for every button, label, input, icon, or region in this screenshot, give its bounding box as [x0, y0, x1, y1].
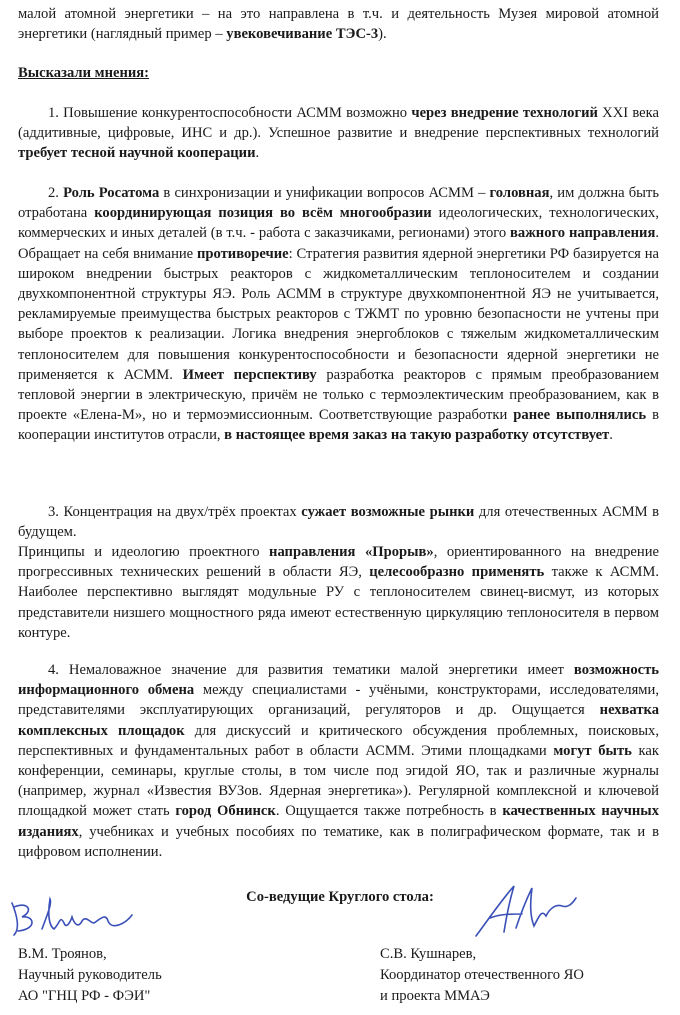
- emphasis-text: в настоящее время заказ на такую разработку отсутствует: [224, 427, 610, 444]
- emphasis-text: противоречие: [196, 245, 289, 262]
- body-text: разработка реакторов с прямым преобразованием тепловой энергии в электрическую, причём не только с термоэлектическим преобразованием, как в проекте «Елена-М», но и термоэмиссионным. Соответствующие разработки: [18, 366, 663, 424]
- body-text: также к АСММ. Наиболее перспективно выглядят модульные РУ с теплоносителем свинец-висмут, из которых представители низшего мощностного ряда имеют естественную циркуляцию теплоносителя в первом контуре.: [18, 564, 663, 641]
- body-text: 4. Немаловажное значение для развития тематики малой энергетики имеет: [48, 662, 574, 678]
- left-signatory-org: АО "ГНЦ РФ - ФЭИ": [18, 988, 151, 1004]
- emphasis-text: сужает возможные рынки: [301, 504, 475, 520]
- opinion-item-4: [18, 660, 663, 862]
- emphasis-text: Имеет перспективу: [182, 366, 317, 383]
- body-text: ).: [378, 26, 387, 43]
- left-signatory-name: В.М. Троянов,: [18, 946, 107, 962]
- emphasis-text: Роль Росатома: [63, 185, 160, 201]
- body-text: Принципы и идеологию проектного: [18, 544, 270, 560]
- body-text: 3. Концентрация на двух/трёх проектах: [48, 504, 302, 520]
- right-signatory-role: Координатор отечественного ЯО: [380, 967, 584, 983]
- body-text: .: [609, 427, 613, 444]
- emphasis-text: важного направления: [510, 225, 656, 242]
- emphasis-text: возможность информационного обмена: [18, 662, 663, 699]
- body-text: . Ощущается также потребность в: [275, 803, 503, 820]
- right-signatory-block: [380, 944, 584, 1007]
- body-text: : Стратегия развития ядерной энергетики РФ базируется на широком внедрении быстрых реакторов с жидкометаллическим теплоносителем и создании двухкомпонентной структуры ЯЭ. Роль АСММ в структуре двухкомпонентной ЯЭ не учитывается, рекламируемые преимущества быстрых реакторов с ТЖМТ по уровню безопасности не учтены при выборе проектов к реализации. Логика внедрения энергоблоков с тяжелым жидкометаллическим теплоносителем для повышения конкурентоспособности и безопасности ядерной энергетики не применяется к АСММ.: [18, 245, 663, 383]
- emphasis-text: координирующая позиция во всём многообразии: [94, 205, 432, 222]
- opinion-item-3-continuation: [18, 542, 663, 643]
- emphasis-text: город Обнинск: [175, 803, 276, 820]
- kushnarev-signature: [470, 880, 580, 942]
- body-text: , учебниках и учебных пособиях по тематике, как в полиграфическом формате, так и в цифровом исполнении.: [18, 823, 663, 860]
- emphasis-text: ранее выполнялись: [513, 407, 647, 424]
- emphasis-text: нехватка комплексных площадок: [18, 702, 663, 739]
- body-text: 2.: [48, 185, 64, 201]
- body-text: для отечественных АСММ в будущем.: [18, 504, 663, 541]
- opinion-item-2: [18, 183, 663, 446]
- body-text: между специалистами - учёными, конструкторами, исследователями, представителями эксплуатирующих организаций, регуляторов и др. Ощущается: [18, 682, 663, 719]
- left-signatory-block: [18, 944, 162, 1007]
- body-text: . Обращает на себя внимание: [18, 225, 663, 262]
- cohosts-title: Со-ведущие Круглого стола:: [246, 889, 434, 905]
- emphasis-text: увековечивание ТЭС-3: [226, 26, 379, 43]
- opinions-heading: Высказали мнения:: [18, 65, 150, 81]
- body-text: в кооперации институтов отрасли,: [18, 407, 663, 444]
- body-text: 1. Повышение конкурентоспособности АСММ возможно: [48, 105, 412, 121]
- body-text: XXI века (аддитивные, цифровые, ИНС и др.). Успешное развитие и внедрение перспективных технологий: [18, 105, 663, 142]
- opinion-item-3: [18, 502, 663, 542]
- emphasis-text: через внедрение технологий: [411, 105, 598, 121]
- body-text: как конференции, семинары, круглые столы, в том числе под эгидой ЯО, так и различные журналы (например, журнал «Известия ВУЗов. Ядерная энергетика»). Регулярной комплексной и ключевой площадкой может стать: [18, 742, 663, 820]
- troyanov-signature: [8, 893, 138, 941]
- body-text: , ориентированного на внедрение прогрессивных технических решений в области ЯЭ,: [18, 544, 663, 581]
- body-text: .: [255, 145, 260, 162]
- emphasis-text: направления «Прорыв»: [269, 544, 434, 560]
- emphasis-text: целесообразно применять: [369, 564, 545, 581]
- opinion-item-1: [18, 103, 663, 164]
- right-signatory-org: и проекта ММАЭ: [380, 988, 490, 1004]
- emphasis-text: могут быть: [553, 742, 632, 759]
- body-text: для дискуссий и критического обсуждения проблемных, поисковых, перспективных и фундаментальных работ в области АСММ. Этими площадками: [18, 722, 663, 759]
- right-signatory-name: С.В. Кушнарев,: [380, 946, 477, 962]
- emphasis-text: требует тесной научной кооперации: [18, 145, 256, 162]
- intro-paragraph: [18, 4, 663, 44]
- emphasis-text: головная: [489, 185, 550, 201]
- body-text: , им должна быть отработана: [18, 185, 663, 222]
- left-signatory-role: Научный руководитель: [18, 967, 162, 983]
- body-text: идеологических, технологических, коммерческих и иных деталей (в т.ч. - работа с заказчиками, регионами) этого: [18, 205, 663, 242]
- body-text: малой атомной энергетики – на это направлена в т.ч. и деятельность Музея мировой атомной энергетики (наглядный пример –: [18, 6, 663, 43]
- emphasis-text: качественных научных изданиях: [18, 803, 663, 840]
- body-text: в синхронизации и унификации вопросов АСММ –: [159, 185, 490, 201]
